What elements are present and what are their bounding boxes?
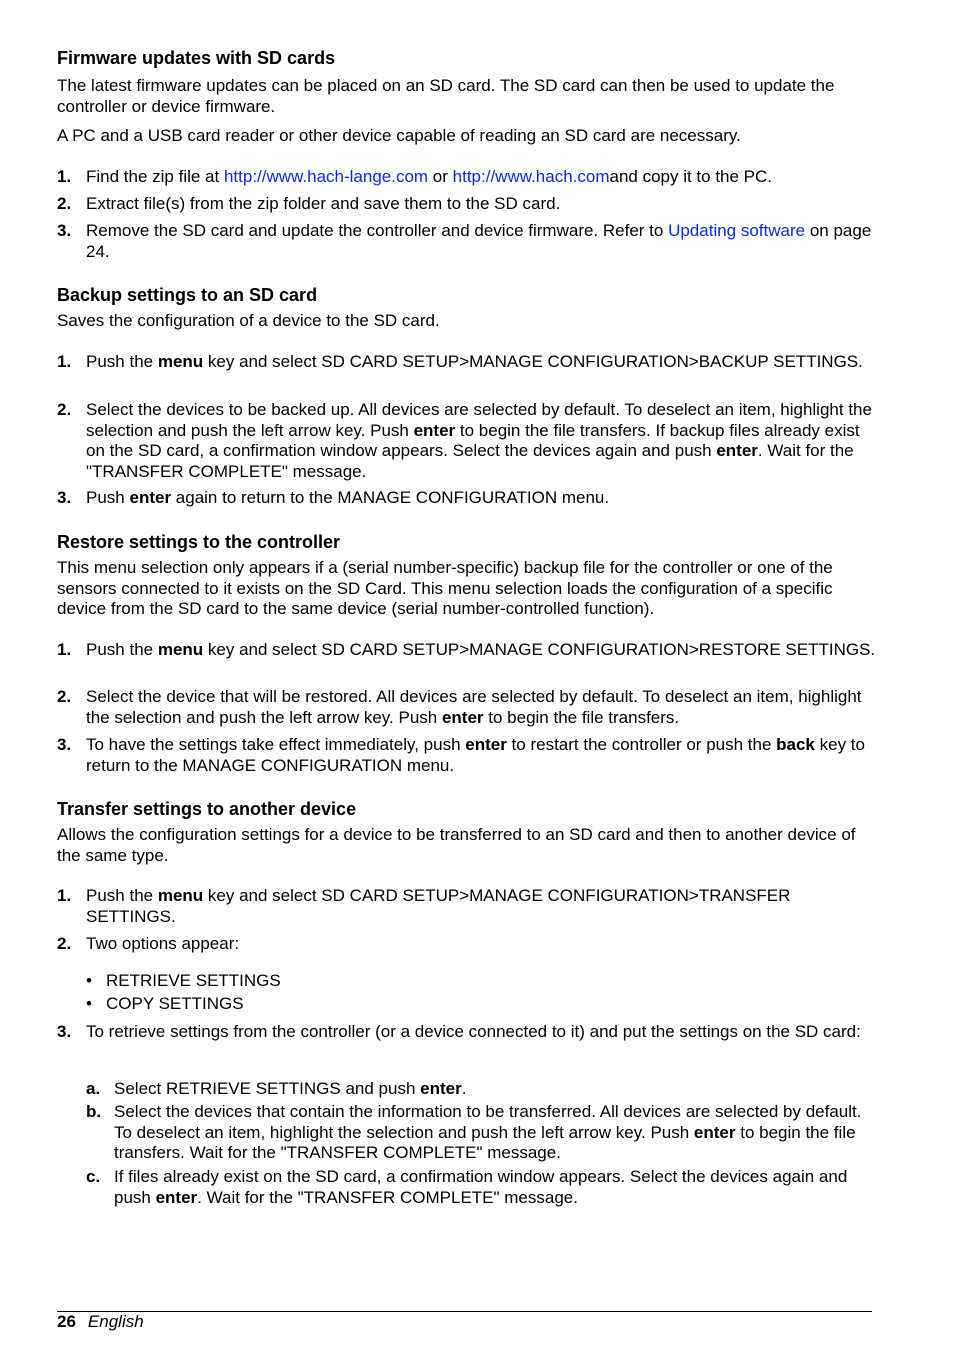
- paragraph: Allows the configuration settings for a device to be transferred to an SD card and then to another device of the same type.: [57, 825, 856, 865]
- hach-lange-link[interactable]: http://www.hach-lange.com: [223, 167, 429, 186]
- substep-text: If files already exist on the SD card, a confirmation window appears. Select the devices again and push enter. Wait for the "TRANSFER COMPLETE" message.: [114, 1167, 848, 1207]
- step-number: 1.: [57, 640, 72, 659]
- section-heading-restore: Restore settings to the controller: [57, 532, 341, 552]
- bullet-icon: •: [86, 994, 92, 1013]
- option-retrieve-settings: RETRIEVE SETTINGS: [106, 971, 281, 990]
- step-number: 3.: [57, 488, 72, 507]
- step-text: Select the device that will be restored. All devices are selected by default. To deselect an item, highlight the selection and push the left arrow key. Push enter to begin the file transfers.: [86, 687, 862, 727]
- step-number: 3.: [57, 221, 72, 240]
- step-number: 2.: [57, 400, 72, 419]
- paragraph: The latest firmware updates can be placed on an SD card. The SD card can then be used to update the controller or device firmware.: [57, 76, 835, 116]
- step-text: Push the menu key and select SD CARD SETUP>MANAGE CONFIGURATION>RESTORE SETTINGS.: [86, 640, 876, 659]
- step-number: 1.: [57, 886, 72, 905]
- paragraph: Saves the configuration of a device to the SD card.: [57, 311, 440, 330]
- step-number: 1.: [57, 352, 72, 371]
- step-text: Find the zip file at http://www.hach-lange.com or http://www.hach.comand copy it to the PC.: [86, 167, 773, 186]
- updating-software-link[interactable]: Updating software: [668, 221, 806, 240]
- step-text: Push the menu key and select SD CARD SETUP>MANAGE CONFIGURATION>TRANSFER SETTINGS.: [86, 886, 791, 926]
- section-heading-transfer: Transfer settings to another device: [57, 799, 357, 819]
- step-text: Remove the SD card and update the controller and device firmware. Refer to Updating software on page 24.: [86, 221, 872, 261]
- page-footer: [57, 1312, 144, 1333]
- section-heading-firmware: Firmware updates with SD cards: [57, 48, 336, 68]
- step-text: Select the devices to be backed up. All devices are selected by default. To deselect an item, highlight the selection and push the left arrow key. Push enter to begin the file transfers. If backup files already exist on the SD card, a confirmation window appears. Select the devices again and push enter. Wait for the "TRANSFER COMPLETE" message.: [86, 400, 872, 481]
- step-number: 3.: [57, 735, 72, 754]
- substep-text: Select the devices that contain the information to be transferred. All devices are selected by default. To deselect an item, highlight the selection and push the left arrow key. Push enter to begin the file transfers. Wait for the "TRANSFER COMPLETE" message.: [114, 1102, 862, 1162]
- footer-divider: [57, 1311, 872, 1312]
- substep-text: Select RETRIEVE SETTINGS and push enter.: [114, 1079, 467, 1098]
- step-text: Push the menu key and select SD CARD SETUP>MANAGE CONFIGURATION>BACKUP SETTINGS.: [86, 352, 863, 371]
- bullet-icon: •: [86, 971, 92, 990]
- page-number: 26: [57, 1312, 76, 1331]
- step-text: To have the settings take effect immediately, push enter to restart the controller or push the back key to return to the MANAGE CONFIGURATION menu.: [86, 735, 865, 775]
- step-number: 1.: [57, 167, 72, 186]
- step-number: 2.: [57, 934, 72, 953]
- step-number: 3.: [57, 1022, 72, 1041]
- step-number: 2.: [57, 687, 72, 706]
- paragraph: A PC and a USB card reader or other device capable of reading an SD card are necessary.: [57, 126, 741, 145]
- substep-letter: c.: [86, 1167, 101, 1186]
- step-text: To retrieve settings from the controller (or a device connected to it) and put the settings on the SD card:: [86, 1022, 861, 1041]
- section-heading-backup: Backup settings to an SD card: [57, 285, 318, 305]
- substep-letter: a.: [86, 1079, 101, 1098]
- step-text: Push enter again to return to the MANAGE CONFIGURATION menu.: [86, 488, 610, 507]
- footer-language: English: [87, 1312, 144, 1331]
- step-number: 2.: [57, 194, 72, 213]
- step-text: Two options appear:: [86, 934, 240, 953]
- step-text: Extract file(s) from the zip folder and save them to the SD card.: [86, 194, 561, 213]
- paragraph: This menu selection only appears if a (serial number-specific) backup file for the controller or one of the sensors connected to it exists on the SD Card. This menu selection loads the configuration of a specific device from the SD card to the same device (serial number-controlled function).: [57, 558, 833, 618]
- option-copy-settings: COPY SETTINGS: [106, 994, 244, 1013]
- hach-link[interactable]: http://www.hach.com: [452, 167, 610, 186]
- substep-letter: b.: [86, 1102, 102, 1121]
